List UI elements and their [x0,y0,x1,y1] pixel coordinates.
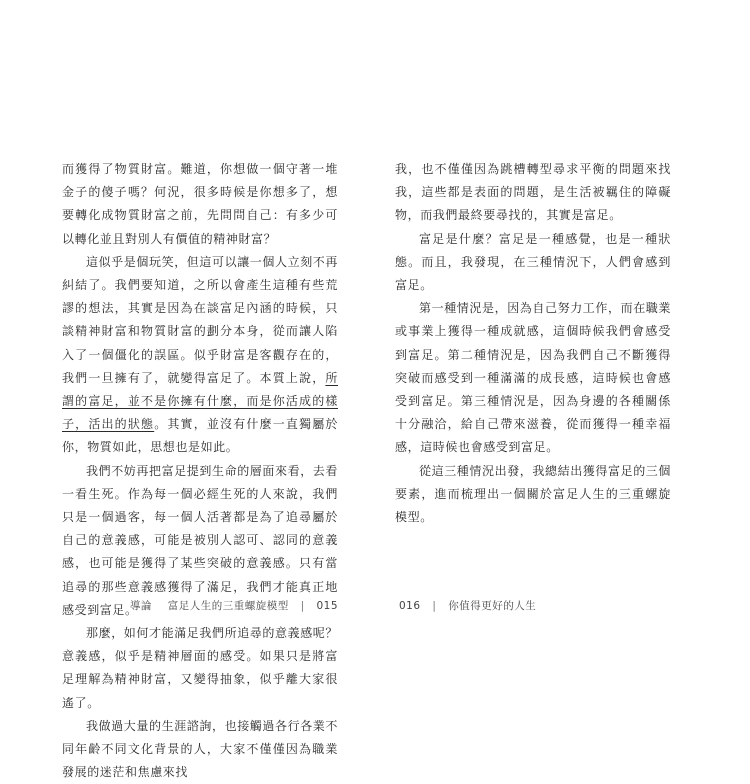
paragraph-text: 而獲得了物質財富。難道，你想做一個守著一堆金子的傻子嗎？何況，很多時候是你想多了，想要轉化成物質財富之前，先問問自己：有多少可以轉化並且對別人有價值的精神財富？ [62,162,338,246]
paragraph-text: 。其實，並沒有什麼一直獨屬於你，物質如此，思想也是如此。 [62,417,338,455]
paragraph-text: 那麼，如何才能滿足我們所追尋的意義感呢？意義感，似乎是精神層面的感受。如果只是將富足理解為精神財富，又變得抽象，似乎離大家很遙了。 [62,626,339,710]
paragraph [62,251,338,460]
footer-separator: | [432,600,437,612]
paragraph [62,622,338,715]
paragraph-text: 第一種情況是，因為自己努力工作，而在職業或事業上獲得一種成就感，這個時候我們會感受到富足。第二種情況是，因為我們自己不斷獲得突破而感受到一種滿滿的成長感，這時候也會感受到富足。第三種情況是，因為身邊的各種關係十分融洽，給自己帶來滋養，從而獲得一種幸福感，這時候也會感受到富足。 [395,301,672,455]
footer-section: 導論 [129,600,152,612]
left-page [0,0,375,780]
paragraph-text: 我做過大量的生涯諮詢，也接觸過各行各業不同年齡不同文化背景的人，大家不僅僅因為職業發展的迷茫和焦慮來找 [62,718,339,780]
paragraph-text: 富足是什麼？富足是一種感覺，也是一種狀態。而且，我發現，在三種情況下，人們會感到富足。 [395,231,671,293]
page-number: 015 [316,600,338,612]
paragraph-text: 這似乎是個玩笑，但這可以讓一個人立刻不再糾結了。我們要知道，之所以會產生這種有些荒謬的想法，其實是因為在談富足內涵的時候，只談精神財富和物質財富的劃分本身，從而讓人陷入了一個僵化的誤區。似乎財富是客觀存在的，我們一旦擁有了，就變得富足了。本質上說， [62,254,339,385]
paragraph [395,228,671,298]
right-page-footer [399,598,536,613]
left-page-footer [130,598,338,613]
paragraph-text: 我，也不僅僅因為跳槽轉型尋求平衡的問題來找我，這些都是表面的問題，是生活被羈住的障礙物，而我們最終要尋找的，其實是富足。 [395,162,671,223]
paragraph [395,460,671,530]
right-page-body [395,158,671,529]
footer-separator: | [300,600,305,612]
paragraph [62,715,338,784]
paragraph-text: 我們不妨再把富足提到生命的層面來看，去看一看生死。作為每一個必經生死的人來說，我們只是一個過客，每一個人活著都是為了追尋屬於自己的意義感，可能是被別人認可、認同的意義感，也可能是獲得了某些突破的意義感。只有當追尋的那些意義感獲得了滿足，我們才能真正地感受到富足。 [62,463,339,617]
footer-book-title: 你值得更好的人生 [448,600,537,612]
underlined-text: 所謂的富足，並不是你擁有什麼，而是你活成的樣子，活出的狀態 [62,370,338,432]
left-page-body [62,158,338,784]
right-page [375,0,750,750]
paragraph-text: 從這三種情況出發，我總結出獲得富足的三個要素，進而梳理出一個關於富足人生的三重螺旋模型。 [395,463,672,525]
paragraph [62,158,338,251]
footer-chapter-title: 富足人生的三重螺旋模型 [167,600,289,612]
paragraph [395,297,671,459]
page-number: 016 [399,600,421,612]
paragraph [395,158,671,228]
